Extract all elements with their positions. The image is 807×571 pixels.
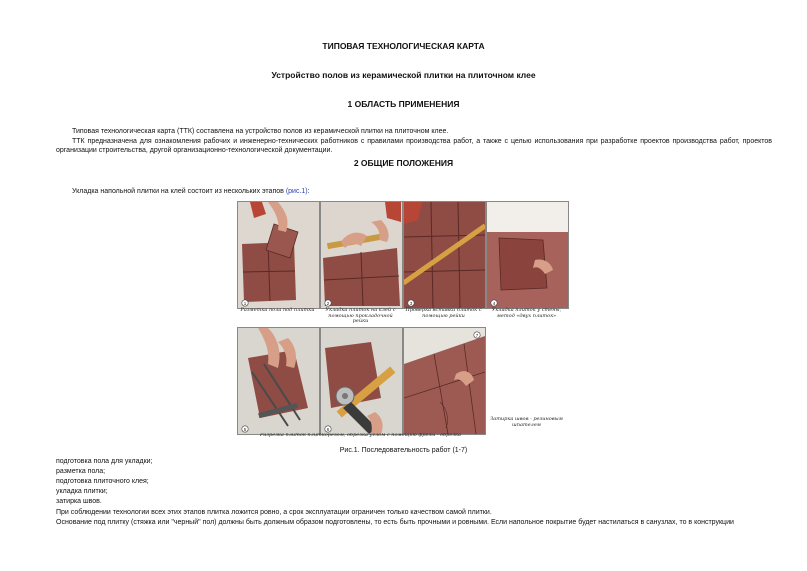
section1-heading: 1 ОБЛАСТЬ ПРИМЕНЕНИЯ (347, 99, 460, 109)
paragraph-after-list: При соблюдении технологии всех этих этапов плитка ложится ровно, а срок эксплуатации ограничен только качеством самой плитки. (56, 509, 492, 516)
section1-paragraph-1: Типовая технологическая карта (ТТК) составлена на устройство полов из керамической плитки на плиточном клее. (72, 128, 449, 135)
panel-6-illustration (321, 328, 402, 434)
panel-5-illustration (238, 328, 319, 434)
row2-caption: Разрезка плиток плиткорезом, обрезка углом с помощью фрезы - обрезка (259, 433, 462, 438)
panel-7-number: 7 (475, 333, 479, 338)
figure-panel-4 (486, 201, 569, 309)
panel-6-number: 6 (326, 427, 330, 432)
section2-intro (72, 187, 772, 196)
paragraph-base: Основание под плитку (стяжка или "черный" пол) должны быть должным образом подготовлены, то есть быть прочными и ровными. Если напольное покрытие будет настилаться в санузлах, то в конструкции (56, 519, 734, 526)
panel-2-number: 2 (326, 301, 330, 306)
figure-caption: Рис.1. Последовательность работ (1-7) (339, 447, 468, 454)
figure-panel-6 (320, 327, 403, 435)
panel-3-illustration (404, 202, 485, 308)
section1-paragraph-2: ТТК предназначена для ознакомления рабочих и инженерно-технических работников с правилами производства работ, а также с целью использования при разработке проектов производства работ, проектов организации строительства, другой организационно-технологической документации. (56, 138, 772, 154)
panel-1-caption: Разметка пола под плитки (240, 307, 315, 313)
list-item: укладка плитки; (56, 488, 108, 495)
figure-panel-2 (320, 201, 403, 309)
page-title: ТИПОВАЯ ТЕХНОЛОГИЧЕСКАЯ КАРТА (322, 41, 485, 51)
figure-panel-5 (237, 327, 320, 435)
list-item: подготовка пола для укладки; (56, 458, 153, 465)
page-subtitle: Устройство полов из керамической плитки на плиточном клее (271, 70, 536, 80)
figure-panel-3 (403, 201, 486, 309)
list-item: подготовка плиточного клея; (56, 478, 149, 485)
panel-7-illustration (404, 328, 485, 434)
panel-2-caption: Укладка плиток на клей с помощью прокладочной рейки (325, 307, 396, 324)
panel-4-number: 4 (492, 301, 496, 306)
figure-panel-1 (237, 201, 320, 309)
panel-2-illustration (321, 202, 402, 308)
figure-1 (237, 201, 569, 441)
panel-1-number: 1 (243, 301, 247, 306)
section2-heading: 2 ОБЩИЕ ПОЛОЖЕНИЯ (353, 158, 454, 168)
intro-end: : (307, 188, 310, 195)
panel-5-number: 5 (243, 427, 247, 432)
list-item: затирка швов. (56, 498, 102, 505)
intro-text: Укладка напольной плитки на клей состоит из нескольких этапов (72, 188, 286, 195)
list-item: разметка пола; (56, 468, 106, 475)
figure-link[interactable]: (рис.1) (285, 188, 308, 195)
figure-panel-7 (403, 327, 486, 435)
panel-4-illustration (487, 202, 568, 308)
steps-list (56, 457, 756, 506)
panel-3-caption: Проверка вставки плиток с помощью рейки (405, 307, 482, 319)
panel-7-side-caption: Затирка швов - резиновым шпателем (490, 416, 563, 428)
panel-1-illustration (238, 202, 319, 308)
panel-3-number: 3 (409, 301, 413, 306)
panel-4-caption: Укладка плиток у стены, метод «двух плиток» (491, 307, 562, 319)
